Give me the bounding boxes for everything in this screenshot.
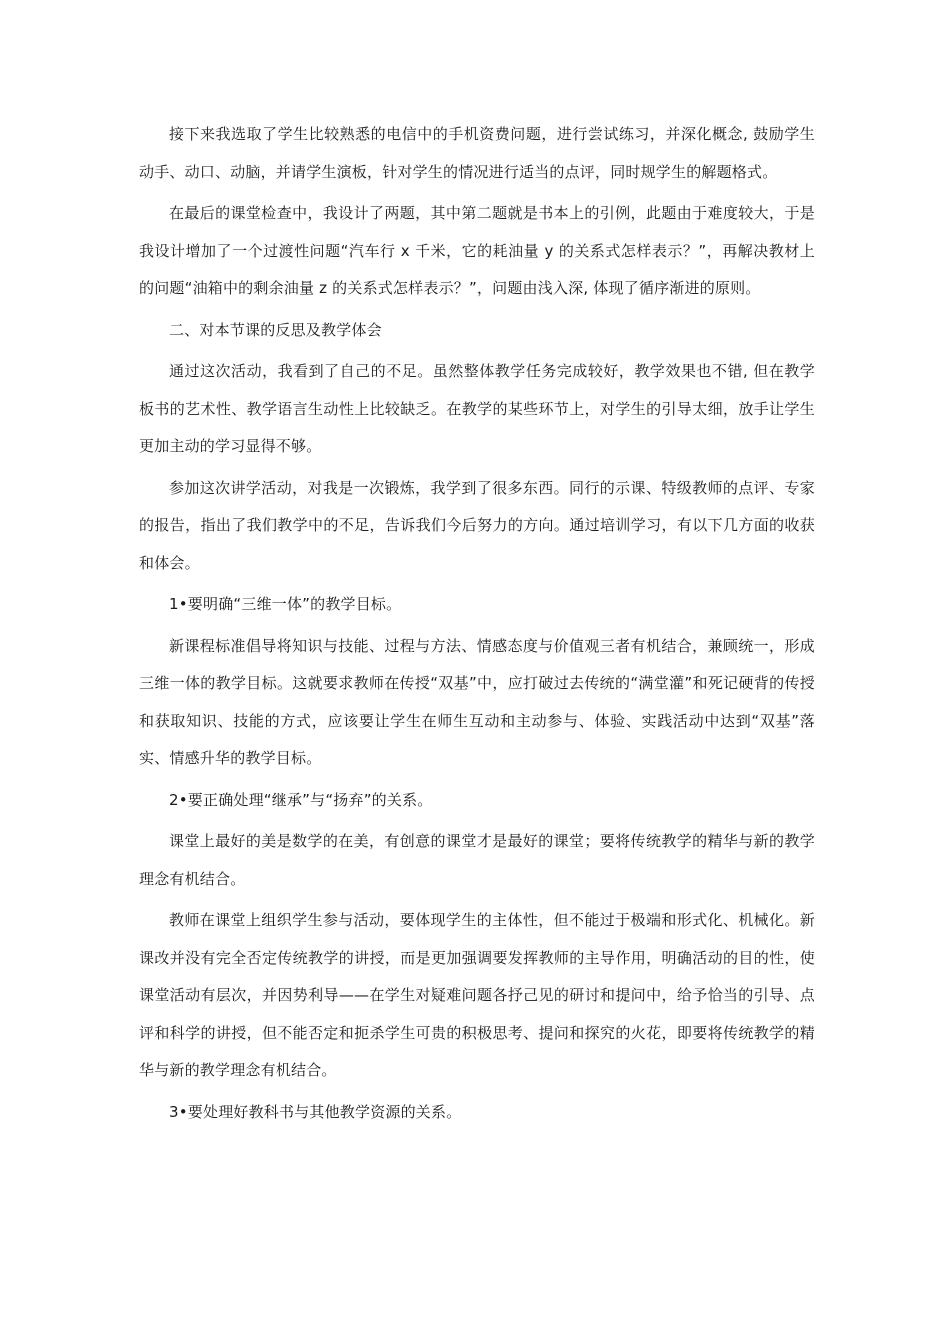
paragraph-shortcomings: 通过这次活动，我看到了自己的不足。虽然整体教学任务完成较好，教学效果也不错, 但在教学板书的艺术性、教学语言生动性上比较缺乏。在教学的某些环节上，对学生的引导太细，放手让学生更加主动的学习显得不够。	[139, 362, 815, 455]
paragraph-three-dimensional-goals: 新课程标准倡导将知识与技能、过程与方法、情感态度与价值观三者有机结合，兼顾统一，形成三维一体的教学目标。这就要求教师在传授“双基”中，应打破过去传统的“满堂灌”和死记硬背的传授和获取知识、技能的方式，应该要让学生在师生互动和主动参与、体验、实践活动中达到“双基”落实、情感升华的教学目标。	[139, 636, 815, 767]
point-heading-2: 2•要正确处理“继承”与“扬弃”的关系。	[169, 790, 433, 809]
paragraph-classroom-check: 在最后的课堂检查中，我设计了两题，其中第二题就是书本上的引例，此题由于难度较大，于是我设计增加了一个过渡性问题“汽车行 x 千米，它的耗油量 y 的关系式怎样表示？”，再解决教材上的问题“油箱中的剩余油量 z 的关系式怎样表示？”，问题由浅入深, 体现了循序渐进的原则。	[139, 204, 815, 297]
paragraph-teacher-guidance: 教师在课堂上组织学生参与活动，要体现学生的主体性，但不能过于极端和形式化、机械化。新课改并没有完全否定传统教学的讲授，而是更加强调要发挥教师的主导作用，明确活动的目的性，使课堂活动有层次，并因势利导——在学生对疑难问题各抒己见的研讨和提问中，给予恰当的引导、点评和科学的讲授，但不能否定和扼杀学生可贵的积极思考、提问和探究的火花，即要将传统教学的精华与新的教学理念有机结合。	[139, 911, 815, 1079]
point-heading-1: 1•要明确“三维一体”的教学目标。	[169, 595, 402, 613]
section-heading-reflection: 二、对本节课的反思及教学体会	[169, 320, 382, 339]
paragraph-phone-tariff-practice: 接下来我选取了学生比较熟悉的电信中的手机资费问题，进行尝试练习，并深化概念, 鼓励学生动手、动口、动脑，并请学生演板，针对学生的情况进行适当的点评，同时规学生的解题格式。	[139, 125, 815, 181]
paragraph-creative-classroom: 课堂上最好的美是数学的在美，有创意的课堂才是最好的课堂；要将传统教学的精华与新的教学理念有机结合。	[139, 832, 815, 888]
document-body	[139, 116, 815, 1135]
paragraph-activity-gains: 参加这次讲学活动，对我是一次锻炼，我学到了很多东西。同行的示课、特级教师的点评、专家的报告，指出了我们教学中的不足，告诉我们今后努力的方向。通过培训学习，有以下几方面的收获和体会。	[139, 478, 815, 572]
point-heading-3: 3•要处理好教科书与其他教学资源的关系。	[169, 1102, 462, 1121]
